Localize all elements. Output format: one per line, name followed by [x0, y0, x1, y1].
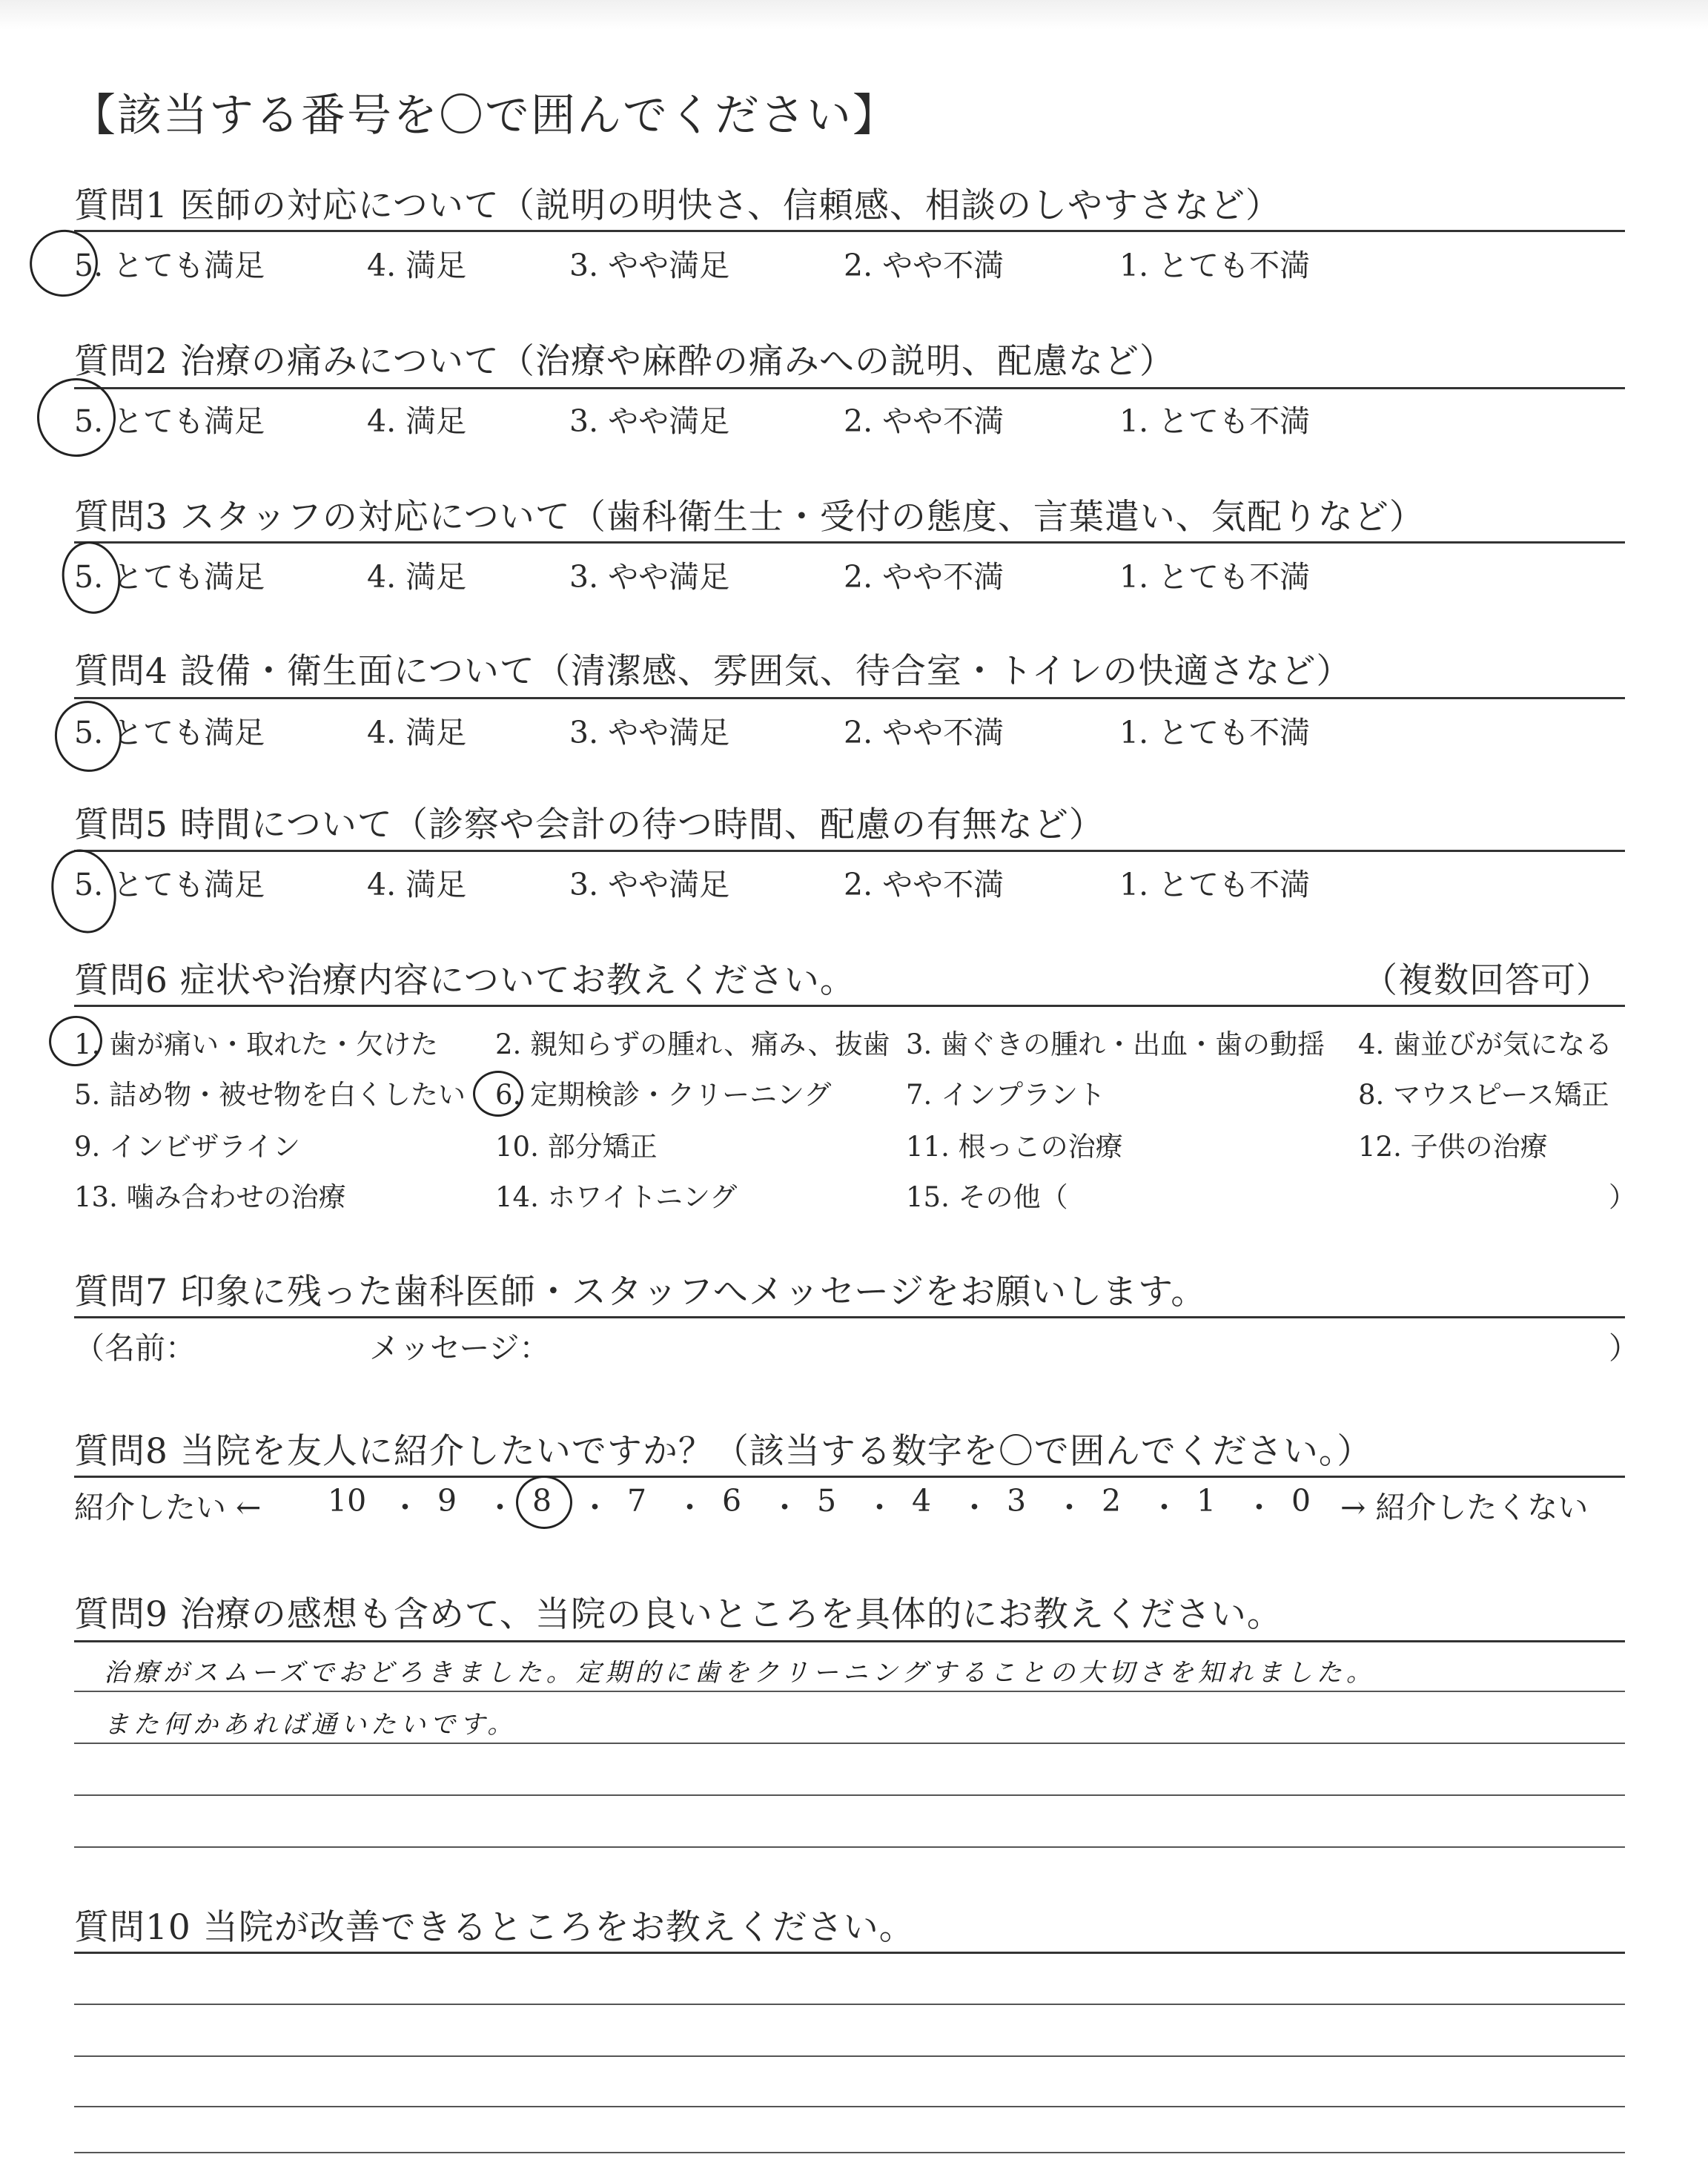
q7-message-label: メッセージ：: [369, 1330, 550, 1366]
q6-note: （複数回答可）: [1363, 960, 1612, 1001]
q2-option-5[interactable]: 5. とても満足: [74, 403, 265, 439]
q2-title: 質問2 治療の痛みについて（治療や麻酔の痛みへの説明、配慮など）: [74, 341, 1175, 382]
q2-option-1[interactable]: 1. とても不満: [1119, 403, 1311, 439]
q4-option-3[interactable]: 3. やや満足: [569, 715, 730, 750]
q8-scale-separator: ・: [390, 1490, 420, 1525]
q4-title: 質問4 設備・衛生面について（清潔感、雰囲気、待合室・トイレの快適さなど）: [74, 651, 1352, 692]
q5-rule: [74, 850, 1625, 852]
q9-line-3: [74, 1794, 1625, 1796]
q4-option-5[interactable]: 5. とても満足: [74, 715, 265, 750]
q1-option-3[interactable]: 3. やや満足: [569, 248, 730, 283]
q8-scale-separator: ・: [580, 1490, 610, 1525]
q6-item-5[interactable]: 5. 詰め物・被せ物を白くしたい: [74, 1079, 466, 1111]
q10-line-1: [74, 2004, 1625, 2005]
q8-scale-4[interactable]: 4: [912, 1483, 932, 1519]
q6-item-9[interactable]: 9. インビザライン: [74, 1131, 300, 1163]
q6-item-11[interactable]: 11. 根っこの治療: [906, 1131, 1123, 1163]
q8-rule: [74, 1476, 1625, 1478]
q8-scale-2[interactable]: 2: [1102, 1483, 1122, 1519]
q10-rule: [74, 1952, 1625, 1954]
q9-line-2: [74, 1743, 1625, 1744]
q5-option-4[interactable]: 4. 満足: [367, 867, 467, 902]
q9-title: 質問9 治療の感想も含めて、当院の良いところを具体的にお教えください。: [74, 1594, 1282, 1635]
q7-close: ）: [1609, 1330, 1639, 1366]
q8-scale-10[interactable]: 10: [328, 1483, 367, 1519]
q5-option-5[interactable]: 5. とても満足: [74, 867, 265, 902]
q6-item-15[interactable]: 15. その他（: [906, 1181, 1068, 1213]
q9-rule: [74, 1640, 1625, 1642]
q8-scale-6[interactable]: 6: [722, 1483, 742, 1519]
q6-item-13[interactable]: 13. 噛み合わせの治療: [74, 1181, 346, 1213]
q8-scale-separator: ・: [1149, 1490, 1179, 1525]
q6-item-4[interactable]: 4. 歯並びが気になる: [1358, 1028, 1613, 1060]
q8-scale-separator: ・: [959, 1490, 990, 1525]
q4-rule: [74, 697, 1625, 699]
q3-option-5[interactable]: 5. とても満足: [74, 559, 265, 595]
q5-option-3[interactable]: 3. やや満足: [569, 867, 730, 902]
q3-rule: [74, 541, 1625, 544]
q6-item-8[interactable]: 8. マウスピース矯正: [1358, 1079, 1609, 1111]
q8-scale-1[interactable]: 1: [1196, 1483, 1217, 1519]
q9-line-1: [74, 1691, 1625, 1692]
q7-name-label: （名前：: [74, 1330, 196, 1366]
q5-option-2[interactable]: 2. やや不満: [844, 867, 1004, 902]
q6-item-12[interactable]: 12. 子供の治療: [1358, 1131, 1548, 1163]
q6-item-3[interactable]: 3. 歯ぐきの腫れ・出血・歯の動揺: [906, 1028, 1325, 1060]
q4-option-2[interactable]: 2. やや不満: [844, 715, 1004, 750]
q8-scale-separator: ・: [864, 1490, 895, 1525]
q9-line-4: [74, 1846, 1625, 1848]
q8-scale-separator: ・: [1244, 1490, 1274, 1525]
q3-option-1[interactable]: 1. とても不満: [1119, 559, 1311, 595]
q6-selection-circle-6: [473, 1071, 523, 1117]
q5-title: 質問5 時間について（診察や会計の待つ時間、配慮の有無など）: [74, 805, 1105, 845]
q5-selection-circle: [44, 843, 124, 939]
q7-rule: [74, 1316, 1625, 1318]
q6-item-7[interactable]: 7. インプラント: [906, 1079, 1106, 1111]
q6-item-14[interactable]: 14. ホワイトニング: [495, 1181, 738, 1213]
q8-selection-circle: [516, 1476, 572, 1529]
q5-option-1[interactable]: 1. とても不満: [1119, 867, 1311, 902]
q1-option-5[interactable]: 5. とても満足: [74, 248, 265, 283]
q10-line-2: [74, 2055, 1625, 2057]
q3-option-2[interactable]: 2. やや不満: [844, 559, 1004, 595]
q3-selection-circle: [56, 537, 126, 618]
q7-title: 質問7 印象に残った歯科医師・スタッフへメッセージをお願いします。: [74, 1272, 1207, 1312]
q2-option-2[interactable]: 2. やや不満: [844, 403, 1004, 439]
q10-title: 質問10 当院が改善できるところをお教えください。: [74, 1907, 915, 1948]
q6-item-10[interactable]: 10. 部分矯正: [495, 1131, 658, 1163]
q8-scale-separator: ・: [675, 1490, 705, 1525]
q9-answer-line-1[interactable]: 治療がスムーズでおどろきました。定期的に歯をクリーニングすることの大切さを知れました。: [104, 1658, 1376, 1688]
q8-scale-7[interactable]: 7: [627, 1483, 647, 1519]
q2-rule: [74, 387, 1625, 389]
form-heading: 【該当する番号を〇で囲んでください】: [71, 90, 898, 142]
q3-option-4[interactable]: 4. 満足: [367, 559, 467, 595]
q10-line-4: [74, 2152, 1625, 2153]
q1-rule: [74, 230, 1625, 232]
q8-title: 質問8 当院を友人に紹介したいですか？（該当する数字を〇で囲んでください。）: [74, 1431, 1373, 1472]
q8-scale-0[interactable]: 0: [1291, 1483, 1311, 1519]
q8-scale-separator: ・: [485, 1490, 515, 1525]
q2-selection-circle: [28, 369, 125, 466]
q8-scale-3[interactable]: 3: [1007, 1483, 1027, 1519]
q2-option-4[interactable]: 4. 満足: [367, 403, 467, 439]
q8-scale-8[interactable]: 8: [532, 1483, 552, 1519]
q6-item-1[interactable]: 1. 歯が痛い・取れた・欠けた: [74, 1028, 439, 1060]
q6-rule: [74, 1005, 1625, 1007]
q4-option-4[interactable]: 4. 満足: [367, 715, 467, 750]
q1-title: 質問1 医師の対応について（説明の明快さ、信頼感、相談のしやすさなど）: [74, 185, 1282, 226]
q3-option-3[interactable]: 3. やや満足: [569, 559, 730, 595]
q1-option-2[interactable]: 2. やや不満: [844, 248, 1004, 283]
q8-scale-5[interactable]: 5: [817, 1483, 837, 1519]
q6-item-15-close: ）: [1609, 1181, 1636, 1213]
q1-option-1[interactable]: 1. とても不満: [1119, 248, 1311, 283]
q10-line-3: [74, 2106, 1625, 2107]
q4-option-1[interactable]: 1. とても不満: [1119, 715, 1311, 750]
q8-scale-separator: ・: [1054, 1490, 1085, 1525]
q8-scale-9[interactable]: 9: [437, 1483, 457, 1519]
q2-option-3[interactable]: 3. やや満足: [569, 403, 730, 439]
q9-answer-line-2[interactable]: また何かあれば通いたいです。: [104, 1710, 517, 1740]
scan-top-edge: [0, 0, 1708, 30]
q6-item-2[interactable]: 2. 親知らずの腫れ、痛み、抜歯: [495, 1028, 890, 1060]
q6-title: 質問6 症状や治療内容についてお教えください。: [74, 960, 855, 1001]
q1-selection-circle: [20, 220, 107, 306]
q1-option-4[interactable]: 4. 満足: [367, 248, 467, 283]
q3-title: 質問3 スタッフの対応について（歯科衛生士・受付の態度、言葉遣い、気配りなど）: [74, 497, 1425, 538]
q6-item-6[interactable]: 6. 定期検診・クリーニング: [495, 1079, 832, 1111]
q8-scale-separator: ・: [769, 1490, 800, 1525]
q8-right-label: → 紹介したくない: [1340, 1490, 1589, 1525]
q8-left-label: 紹介したい ←: [74, 1490, 262, 1525]
